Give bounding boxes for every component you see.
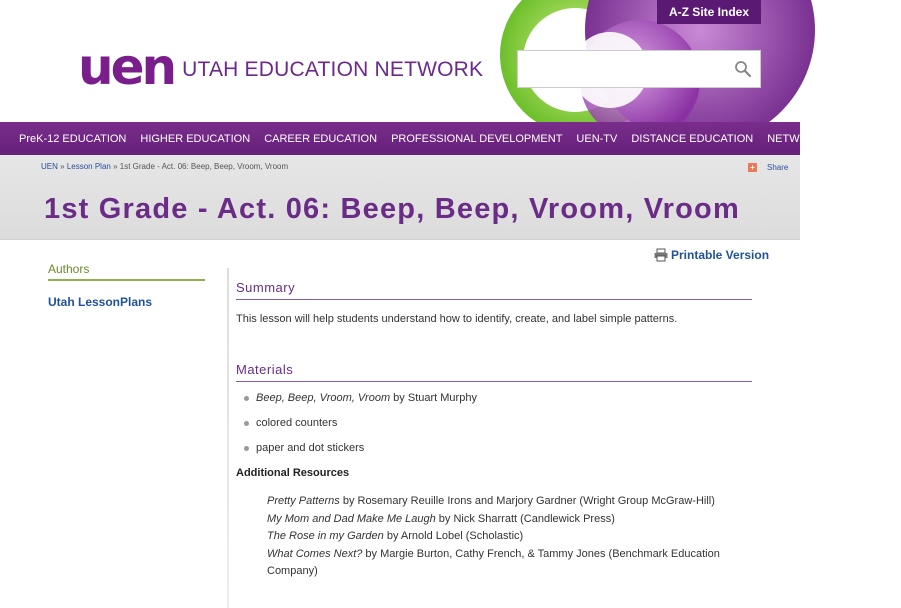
bullet-icon (244, 396, 249, 401)
az-site-index-button[interactable]: A-Z Site Index (657, 0, 761, 24)
sidebar-heading-authors: Authors (48, 262, 205, 281)
search-box (517, 50, 761, 88)
summary-heading: Summary (236, 280, 752, 300)
resource-title: Pretty Patterns (267, 495, 340, 507)
list-item (244, 417, 752, 442)
breadcrumb-separator: » (113, 162, 118, 171)
resource-item (267, 546, 737, 581)
resource-item (267, 511, 737, 529)
material-title: Beep, Beep, Vroom, Vroom (256, 392, 391, 404)
summary-text: This lesson will help students understand how to identify, create, and label simple patterns. (236, 313, 678, 325)
resource-text: by Nick Sharratt (Candlewick Press) (435, 512, 615, 525)
nav-item-higher-education[interactable]: HIGHER EDUCATION (140, 132, 251, 145)
title-band (0, 155, 800, 240)
search-icon[interactable] (734, 60, 752, 78)
nav-item-career-education[interactable]: CAREER EDUCATION (264, 132, 378, 145)
share-button[interactable] (748, 163, 788, 172)
bullet-icon (244, 446, 249, 451)
nav-item-prek12[interactable]: PreK-12 EDUCATION (19, 132, 127, 145)
share-plus-icon: + (748, 163, 757, 172)
printer-icon (654, 249, 668, 261)
materials-heading: Materials (236, 362, 752, 382)
breadcrumb-link-lesson-plan[interactable]: Lesson Plan (66, 162, 111, 171)
nav-item-uen-tv[interactable]: UEN-TV (576, 132, 618, 145)
resource-item (267, 528, 737, 546)
sidebar-link-utah-lessonplans[interactable]: Utah LessonPlans (48, 295, 153, 309)
nav-item-about-uen[interactable]: ABOUT UEN (837, 132, 901, 145)
material-text: by Stuart Murphy (390, 392, 477, 404)
main-nav (0, 122, 901, 155)
uen-logo[interactable] (78, 38, 484, 96)
materials-list (244, 392, 752, 467)
share-label: Share (767, 163, 789, 172)
materials-section (236, 362, 752, 581)
site-header (0, 0, 800, 122)
bullet-icon (244, 421, 249, 426)
resource-text: by Margie Burton, Cathy French, & Tammy Jones (Benchmark Education Company) (267, 547, 720, 577)
additional-resources-heading: Additional Resources (236, 467, 350, 479)
main-content (236, 280, 752, 581)
breadcrumb (41, 162, 288, 171)
resource-text: by Rosemary Reuille Irons and Marjory Gardner (Wright Group McGraw-Hill) (339, 495, 715, 507)
content-divider (227, 268, 229, 608)
list-item (244, 442, 752, 467)
sidebar (48, 262, 205, 309)
search-input[interactable] (518, 51, 728, 87)
resource-title: My Mom and Dad Make Me Laugh (267, 512, 436, 525)
material-text: colored counters (256, 417, 338, 429)
uen-logo-text: UTAH EDUCATION NETWORK (182, 58, 484, 81)
page-title: 1st Grade - Act. 06: Beep, Beep, Vroom, Vroom (44, 193, 740, 225)
material-text: paper and dot stickers (256, 442, 365, 454)
resource-title: The Rose in my Garden (267, 530, 384, 542)
resource-item (267, 493, 737, 511)
breadcrumb-current: 1st Grade - Act. 06: Beep, Beep, Vroom, Vroom (119, 162, 289, 171)
nav-item-distance-education[interactable]: DISTANCE EDUCATION (631, 132, 754, 145)
additional-resources-list (267, 493, 737, 581)
printable-version-link[interactable] (654, 248, 769, 262)
breadcrumb-link-uen[interactable]: UEN (41, 162, 58, 171)
list-item (244, 392, 752, 417)
resource-text: by Arnold Lobel (Scholastic) (383, 530, 524, 542)
resource-title: What Comes Next? (267, 547, 363, 560)
breadcrumb-separator: » (60, 162, 65, 171)
printable-version-label: Printable Version (671, 248, 770, 262)
nav-item-professional-development[interactable]: PROFESSIONAL DEVELOPMENT (391, 132, 563, 145)
nav-item-network[interactable]: NETWORK (767, 132, 824, 145)
uen-logo-mark: uen (78, 38, 175, 96)
